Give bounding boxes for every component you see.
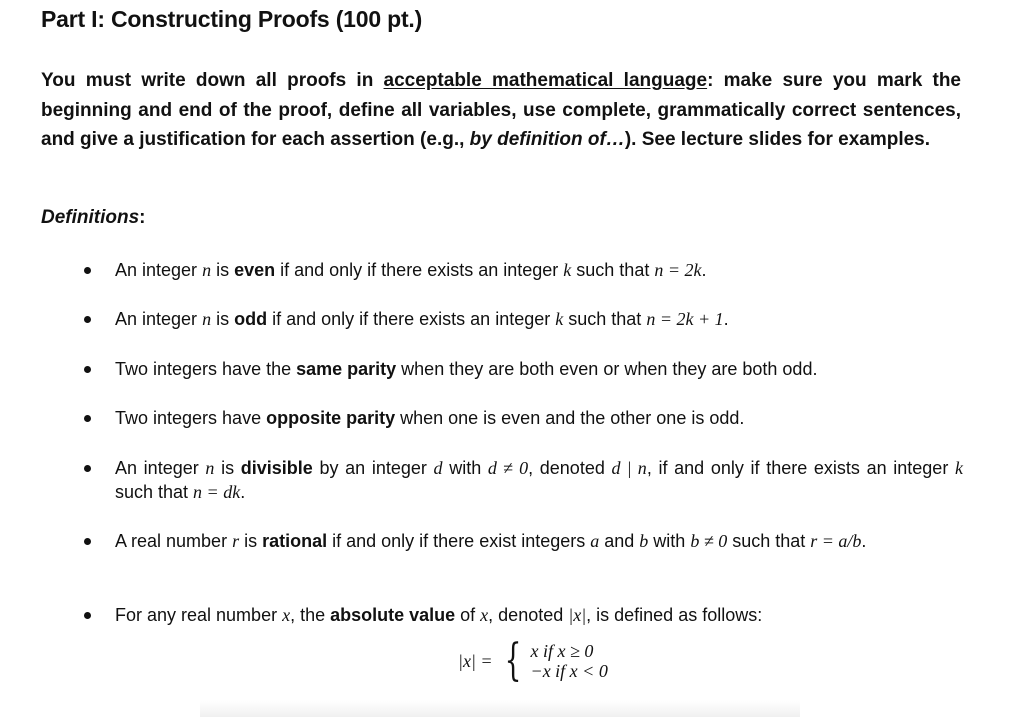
acceptable-language-link[interactable]: acceptable mathematical language xyxy=(383,70,708,91)
formula-lhs: |x| = xyxy=(458,650,493,671)
definition-opposite-parity: Two integers have opposite parity when one is even and the other one is odd. xyxy=(115,408,745,428)
definition-divisible: An integer n is divisible by an integer d with d ≠ 0, denoted d | n, if and only if there exists an integer k such that n = dk. xyxy=(115,458,963,502)
formula-case-negative: −x if x < 0 xyxy=(530,661,608,681)
bullet-icon xyxy=(84,366,91,373)
bullet-icon xyxy=(84,465,91,472)
absolute-value-formula xyxy=(458,635,608,686)
definition-rational: A real number r is rational if and only if there exist integers a and b with b ≠ 0 such that r = a/b. xyxy=(115,531,867,551)
intro-emphasis: by definition of… xyxy=(469,129,625,150)
formula-cases xyxy=(531,641,608,681)
definition-absolute-value: For any real number x, the absolute value of x, denoted |x|, is defined as follows: xyxy=(115,605,763,625)
bottom-fade xyxy=(200,700,800,717)
bullet-icon xyxy=(84,316,91,323)
intro-text-3: ). See lecture slides for examples. xyxy=(624,129,931,150)
formula-case-nonnegative: x if x ≥ 0 xyxy=(530,641,594,661)
bullet-icon xyxy=(84,538,91,545)
definition-even: An integer n is even if and only if there exists an integer k such that n = 2k. xyxy=(115,260,707,280)
page-title: Part I: Constructing Proofs (100 pt.) xyxy=(41,6,423,32)
intro-text-2: : make sure you mark the beginning and end of the proof, define all variables, use complete, grammatically correct sentences, and give a justification for each assertion (e.g., xyxy=(41,70,961,150)
definition-same-parity: Two integers have the same parity when they are both even or when they are both odd. xyxy=(115,359,818,379)
definitions-heading: Definitions: xyxy=(41,207,146,228)
bullet-icon xyxy=(84,612,91,619)
definition-odd: An integer n is odd if and only if there exists an integer k such that n = 2k + 1. xyxy=(115,309,729,329)
intro-text-1: You must write down all proofs in xyxy=(41,70,384,91)
left-brace-icon: { xyxy=(504,635,521,686)
bullet-icon xyxy=(84,267,91,274)
instructions-paragraph xyxy=(41,66,961,155)
bullet-icon xyxy=(84,415,91,422)
